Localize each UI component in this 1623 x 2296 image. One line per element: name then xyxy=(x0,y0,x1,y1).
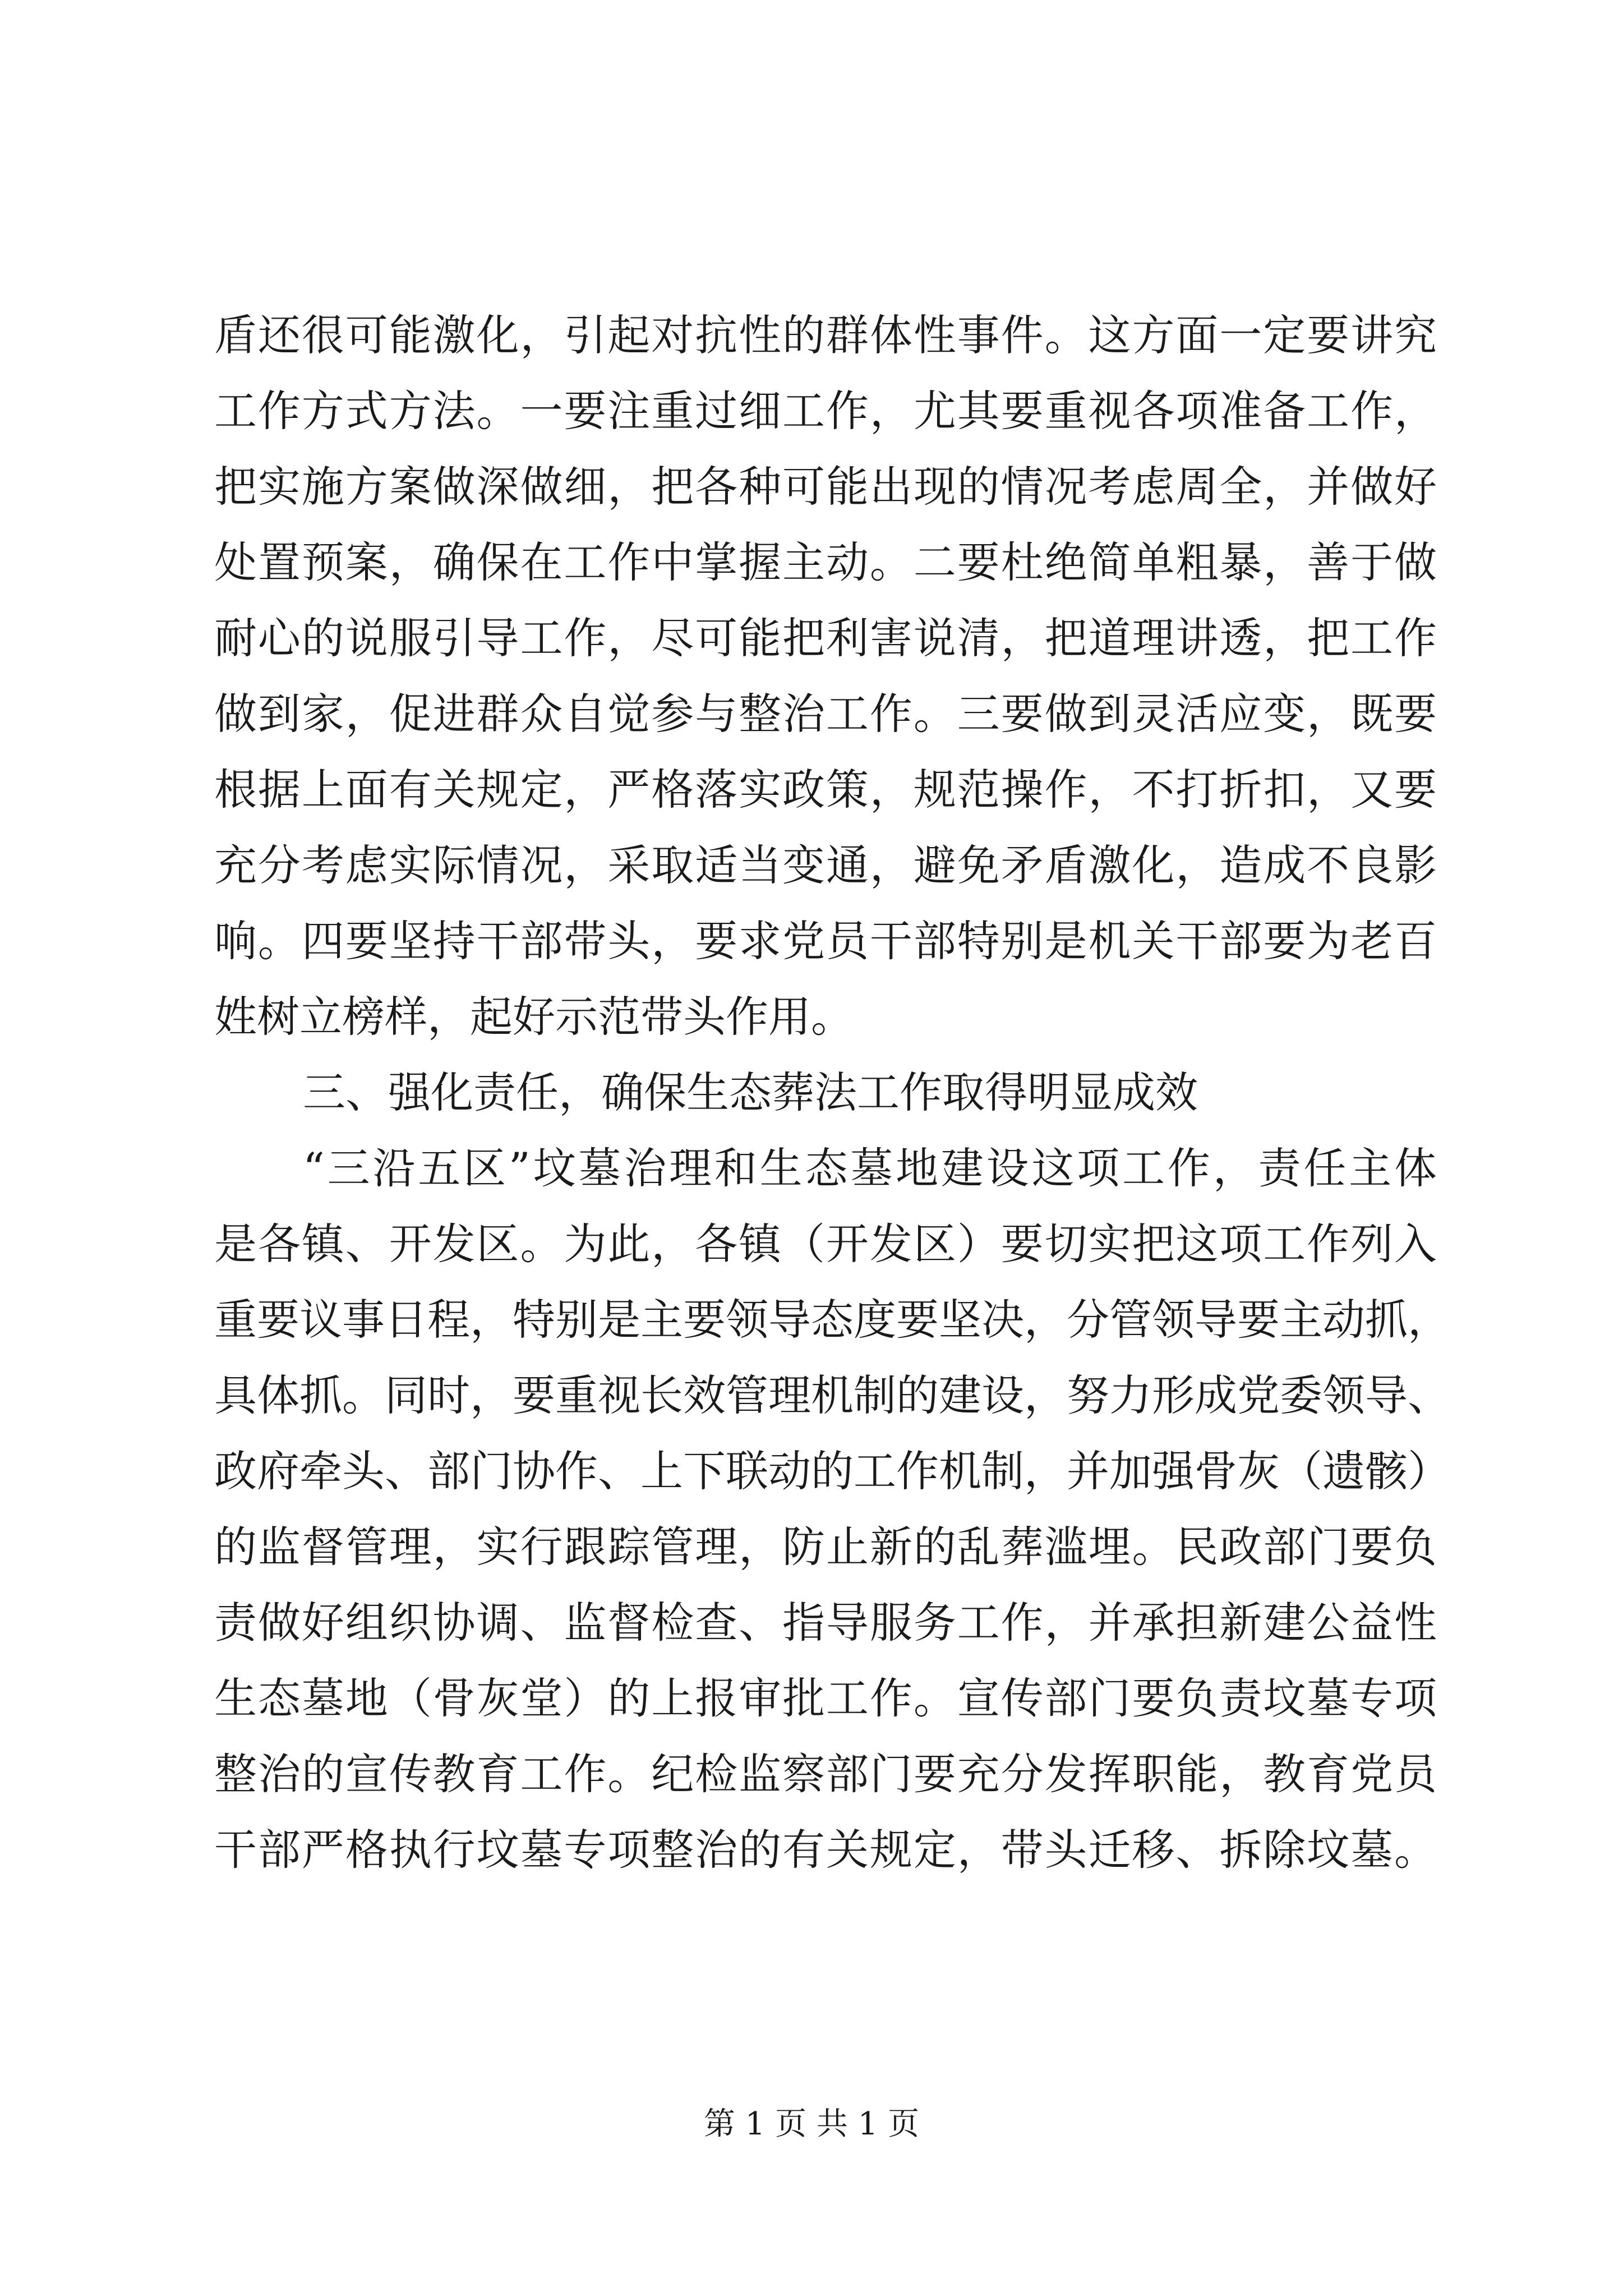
body-line: 盾还很可能激化，引起对抗性的群体性事件。这方面一定要讲究 xyxy=(214,310,1437,360)
body-line: 响。四要坚持干部带头，要求党员干部特别是机关干部要为老百 xyxy=(214,916,1437,966)
body-line: 根据上面有关规定，严格落实政策，规范操作，不打折扣，又要 xyxy=(214,765,1437,815)
page-footer: 第 1 页 共 1 页 xyxy=(703,2106,920,2142)
body-line: 重要议事日程，特别是主要领导态度要坚决，分管领导要主动抓， xyxy=(214,1295,1450,1345)
body-line: 干部严格执行坟墓专项整治的有关规定，带头迁移、拆除坟墓。 xyxy=(214,1825,1437,1875)
body-line: 整治的宣传教育工作。纪检监察部门要充分发挥职能，教育党员 xyxy=(214,1749,1437,1799)
body-line: 处置预案，确保在工作中掌握主动。二要杜绝简单粗暴，善于做 xyxy=(214,537,1437,587)
body-line: 姓树立榜样，起好示范带头作用。 xyxy=(214,992,854,1042)
body-line: 具体抓。同时，要重视长效管理机制的建设，努力形成党委领导、 xyxy=(214,1370,1450,1420)
body-line: 把实施方案做深做细，把各种可能出现的情况考虑周全，并做好 xyxy=(214,462,1437,512)
body-line: 工作方式方法。一要注重过细工作，尤其要重视各项准备工作， xyxy=(214,386,1437,436)
body-line: 做到家，促进群众自觉参与整治工作。三要做到灵活应变，既要 xyxy=(214,689,1437,739)
body-line: 是各镇、开发区。为此，各镇（开发区）要切实把这项工作列入 xyxy=(214,1219,1437,1269)
body-line: 充分考虑实际情况，采取适当变通，避免矛盾激化，造成不良影 xyxy=(214,840,1437,890)
body-line: “三沿五区”坟墓治理和生态墓地建设这项工作，责任主体 xyxy=(303,1143,1437,1193)
body-line: 政府牵头、部门协作、上下联动的工作机制，并加强骨灰（遗骸） xyxy=(214,1446,1450,1496)
body-line: 耐心的说服引导工作，尽可能把利害说清，把道理讲透，把工作 xyxy=(214,613,1437,663)
body-line: 责做好组织协调、监督检查、指导服务工作，并承担新建公益性 xyxy=(214,1598,1437,1648)
body-line: 生态墓地（骨灰堂）的上报审批工作。宣传部门要负责坟墓专项 xyxy=(214,1673,1437,1723)
body-line: 的监督管理，实行跟踪管理，防止新的乱葬滥埋。民政部门要负 xyxy=(214,1522,1437,1572)
section-heading: 三、强化责任，确保生态葬法工作取得明显成效 xyxy=(303,1068,1198,1117)
